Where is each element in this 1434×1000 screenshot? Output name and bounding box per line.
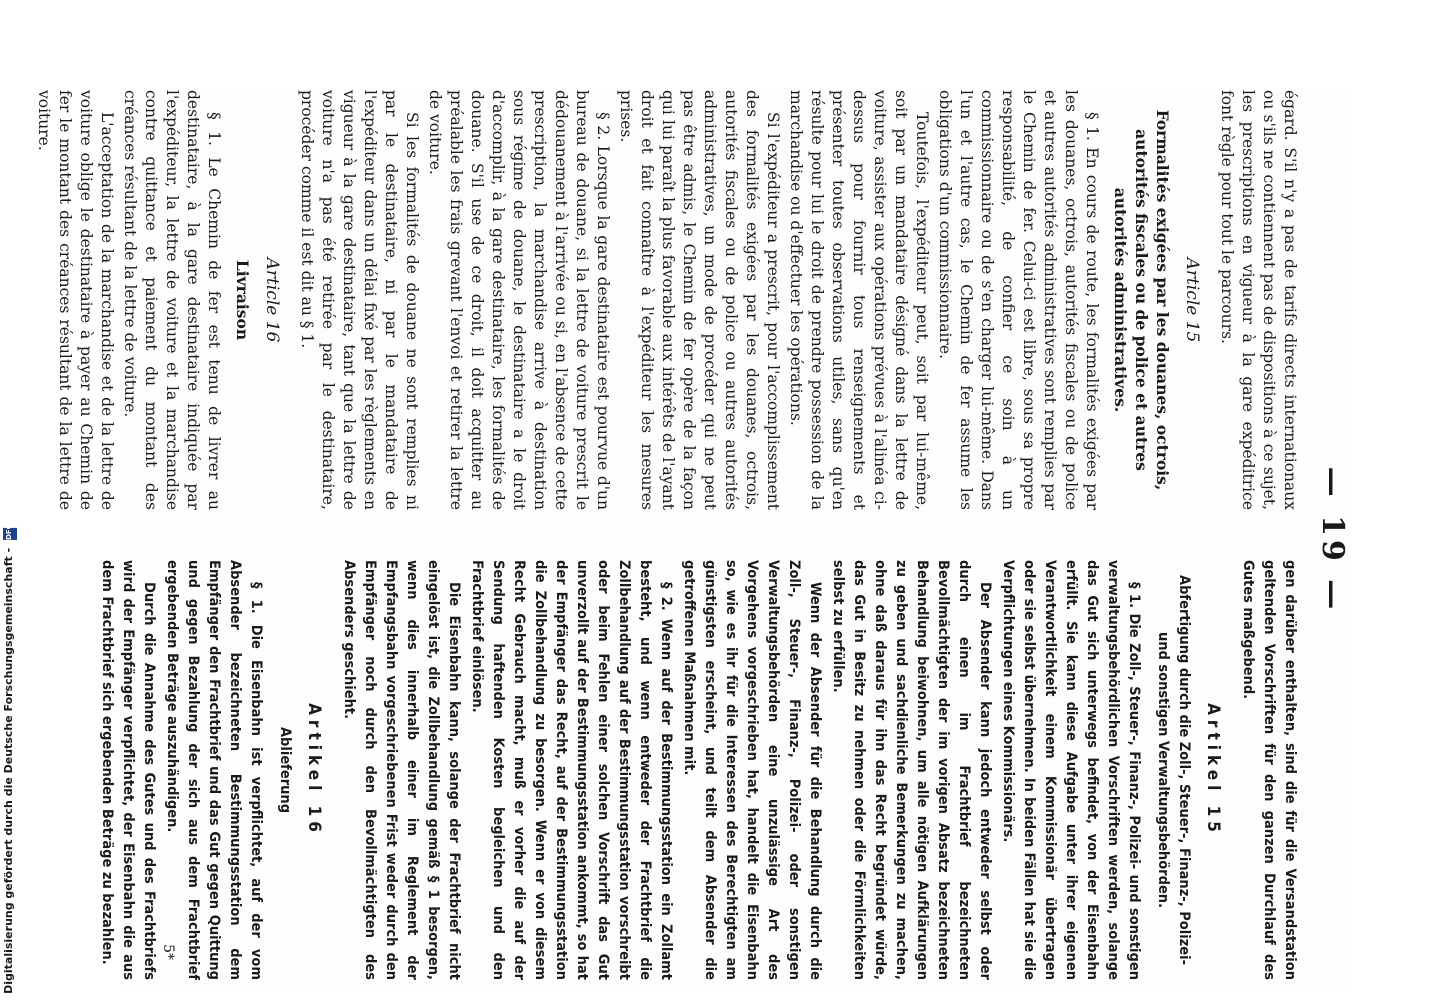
de-art15-para4: § 2. Wenn auf der Bestimmungsstation ein Zollamt besteht, und wenn entweder der Frachtbrief die Zollbehandlung auf der Bestimmungsstation vorschreibt oder beim Fehlen einer solchen Vorschrift das Gut unverzollt auf der Bestimmungsstation ankommt, so hat der Empfänger das Recht, auf der Bestimmungsstation die Zollbehandlung zu besorgen. Wenn er von diesem Recht Gebrauch macht, muß er vorher die auf der Sendung haftenden Kosten begleichen und den Frachtbrief einlösen. [469, 560, 674, 980]
fr-art15-para3: Si l'expéditeur a prescrit, pour l'accomplissement des formalités exigées par les douanes, octrois, autorités fiscales ou de police ou autres autorités administratives, un mode de procéder qui ne peut pas être admis, le Chemin de fer opère de la façon qui lui paraît la plus favorable aux intérêts de l'ayant droit et fait connaître à l'expéditeur les mesures prises. [617, 90, 782, 510]
fr-art15-para2: Toutefois, l'expéditeur peut, soit par lui-même, soit par un mandataire désigné dans la lettre de voiture, assister aux opérations prévues à l'alinéa ci-dessus pour fournir tous renseignements et présenter toutes observations utiles, sans qu'en résulte pour lui le droit de prendre possession de la marchandise ou d'effectuer les opérations. [787, 90, 931, 510]
digitization-note [2, 523, 17, 994]
fr-art15-para5: Si les formalités de douane ne sont remplies ni par le destinataire, ni par le mandataire de l'expéditeur dans un délai fixé par les règlements en vigueur à la gare destinataire, tant que la lettre de voiture n'a pas été retirée par le destinataire, procéder comme il est dit au § 1. [298, 90, 421, 510]
fr-art16-para2: L'acceptation de la marchandise et de la lettre de voiture oblige le destinataire à payer au Chemin de fer le montant des créances résultant de la lettre de voiture. [35, 90, 116, 510]
french-column [31, 90, 1300, 510]
dfg-logo: DFG [3, 528, 17, 540]
fr-article-16-heading: Article 16 [262, 257, 282, 343]
de-article-16-heading: Artikel 16 [304, 703, 324, 837]
fr-art15-para1: § 1. En cours de route, les formalités exigées par les douanes, octrois, autorités fiscales ou de police et autres autorités administratives sont remplies par le Chemin de fer. Celui-ci est libre, sous sa propre responsabilité, de confier ce soin à un commissionnaire ou de s'en charger lui-même. Dans l'un et l'autre cas, le Chemin de fer assume les obligations d'un commissionnaire. [936, 90, 1101, 510]
fr-article-15-heading: Article 15 [1182, 257, 1202, 343]
fr-article-16-title: Livraison [233, 259, 252, 341]
de-art15-para3: Wenn der Absender für die Behandlung durch die Zoll-, Steuer-, Finanz-, Polizei- oder sonstigen Verwaltungsbehörden eine unzulässige Art des Vorgehens vorgeschrieben hat, handelt die Eisenbahn so, wie es ihr für die Interessen des Berechtigten am günstigsten erscheint, und teilt dem Absender die getroffenen Maßnahmen mit. [681, 560, 823, 980]
fr-article-15-title: Formalités exigées par les douanes, octrois, autorités fiscales ou de police et autres autorités administratives. [1111, 109, 1172, 491]
de-article-15-title: Abfertigung durch die Zoll-, Steuer-, Finanz-, Polizei- und sonstigen Verwaltungsbehörden. [1155, 575, 1192, 965]
digitization-note-text: Digitalisierung gefördert durch die Deutsche Forschungsgemeinschaft - [2, 547, 15, 994]
de-article-16-title: Ablieferung [277, 726, 293, 814]
page-footer-mark: 5* [160, 944, 176, 960]
de-intro: gen darüber enthalten, sind die für die Versandstation geltenden Vorschriften für den ganzen Durchlauf des Gutes maßgebend. [1240, 560, 1298, 980]
german-column [94, 560, 1300, 980]
de-art15-para5: Die Eisenbahn kann, solange der Frachtbrief nicht eingelöst ist, die Zollbehandlung gemäß § 1 besorgen, wenn dies innerhalb einer im Reglement der Empfangsbahn vorgeschriebenen Frist weder durch den Empfänger noch durch den Bevollmächtigten des Absenders geschieht. [341, 560, 462, 980]
rotated-page [35, 90, 1350, 990]
de-art16-para1: § 1. Die Eisenbahn ist verpflichtet, auf der vom Absender bezeichneten Bestimmungsstation dem Empfänger den Frachtbrief und das Gut gegen Quittung und gegen Bezahlung der sich aus dem Frachtbrief ergebenden Beträge auszuhändigen. [164, 560, 264, 980]
page-number: — 19 — [1315, 466, 1350, 614]
de-art16-para2: Durch die Annahme des Gutes und des Frachtbriefs wird der Empfänger verpflichtet, der Eisenbahn die aus dem Frachtbrief sich ergebenden Beträge zu bezahlen. [99, 560, 157, 980]
fr-intro: égard. S'il n'y a pas de tarifs directs internationaux ou s'ils ne contiennent pas de dispositions à ce sujet, les prescriptions en vigueur à la gare expéditrice font règle pour tout le parcours. [1218, 90, 1299, 510]
de-art15-para2: Der Absender kann jedoch entweder selbst oder durch einen im Frachtbrief bezeichneten Bevollmächtigten der im vorigen Absatz bezeichneten Behandlung beiwohnen, um alle nötigen Aufklärungen zu geben und sachdienliche Bemerkungen zu machen, ohne daß daraus für ihn das Recht begründet würde, das Gut in Besitz zu nehmen oder die Förmlichkeiten selbst zu erfüllen. [830, 560, 993, 980]
fr-art16-para1: § 1. Le Chemin de fer est tenu de livrer au destinataire, à la gare destinataire indiquée par l'expéditeur, la lettre de voiture et la marchandise contre quittance et paiement du montant des créances résultant de la lettre de voiture. [121, 90, 223, 510]
de-article-15-heading: Artikel 15 [1203, 703, 1223, 837]
de-art15-para1: § 1. Die Zoll-, Steuer-, Finanz-, Polizei- und sonstigen verwaltungsbehördlichen Vorschriften werden, solange das Gut sich unterwegs befindet, von der Eisenbahn erfüllt. Sie kann diese Aufgabe unter ihrer eigenen Verantwortlichkeit einem Kommissionär übertragen oder sie selbst übernehmen. In beiden Fällen hat sie die Verpflichtungen eines Kommissionärs. [1000, 560, 1142, 980]
fr-art15-para4: § 2. Lorsque la gare destinataire est pourvue d'un bureau de douane, si la lettre de voiture prescrit le dédouanement à l'arrivée ou si, en l'absence de cette prescription, la marchandise arrive à destination sous régime de douane, le destinataire a le droit d'accomplir, à la gare destinataire, les formalités de douane. S'il use de ce droit, il doit acquitter au préalable les frais grevant l'envoi et retirer la lettre de voiture. [426, 90, 612, 510]
